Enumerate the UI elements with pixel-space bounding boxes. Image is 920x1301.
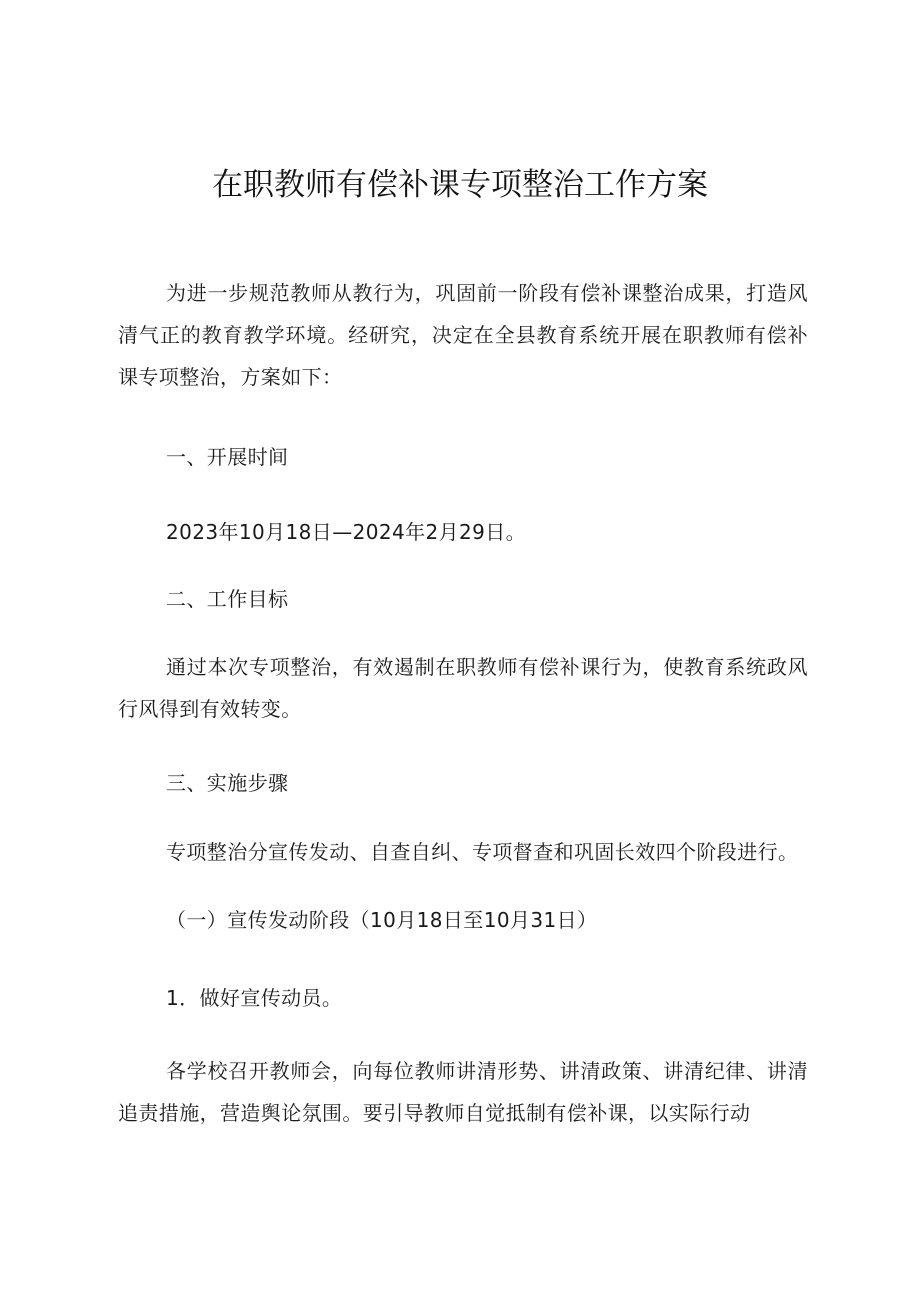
item-text-mobilization: 各学校召开教师会，向每位教师讲清形势、讲清政策、讲清纪律、讲清追责措施，营造舆论氛围。要引导教师自觉抵制有偿补课，以实际行动 [118, 1059, 808, 1125]
section-heading-time: 一、开展时间 [166, 445, 289, 469]
section-heading-steps: 三、实施步骤 [166, 771, 289, 795]
section-text-time: 2023年10月18日—2024年2月29日。 [166, 520, 527, 544]
section-heading-goal: 二、工作目标 [166, 587, 289, 611]
document-title: 在职教师有偿补课专项整治工作方案 [212, 167, 708, 203]
intro-paragraph: 为进一步规范教师从教行为，巩固前一阶段有偿补课整治成果，打造风清气正的教育教学环境。经研究，决定在全县教育系统开展在职教师有偿补课专项整治，方案如下： [118, 281, 808, 389]
item-heading-mobilization: 1．做好宣传动员。 [166, 986, 343, 1010]
section-text-steps: 专项整治分宣传发动、自查自纠、专项督查和巩固长效四个阶段进行。 [166, 840, 799, 864]
stage-heading-publicity: （一）宣传发动阶段（10月18日至10月31日） [166, 908, 598, 932]
section-text-goal: 通过本次专项整治，有效遏制在职教师有偿补课行为，使教育系统政风行风得到有效转变。 [118, 655, 808, 721]
